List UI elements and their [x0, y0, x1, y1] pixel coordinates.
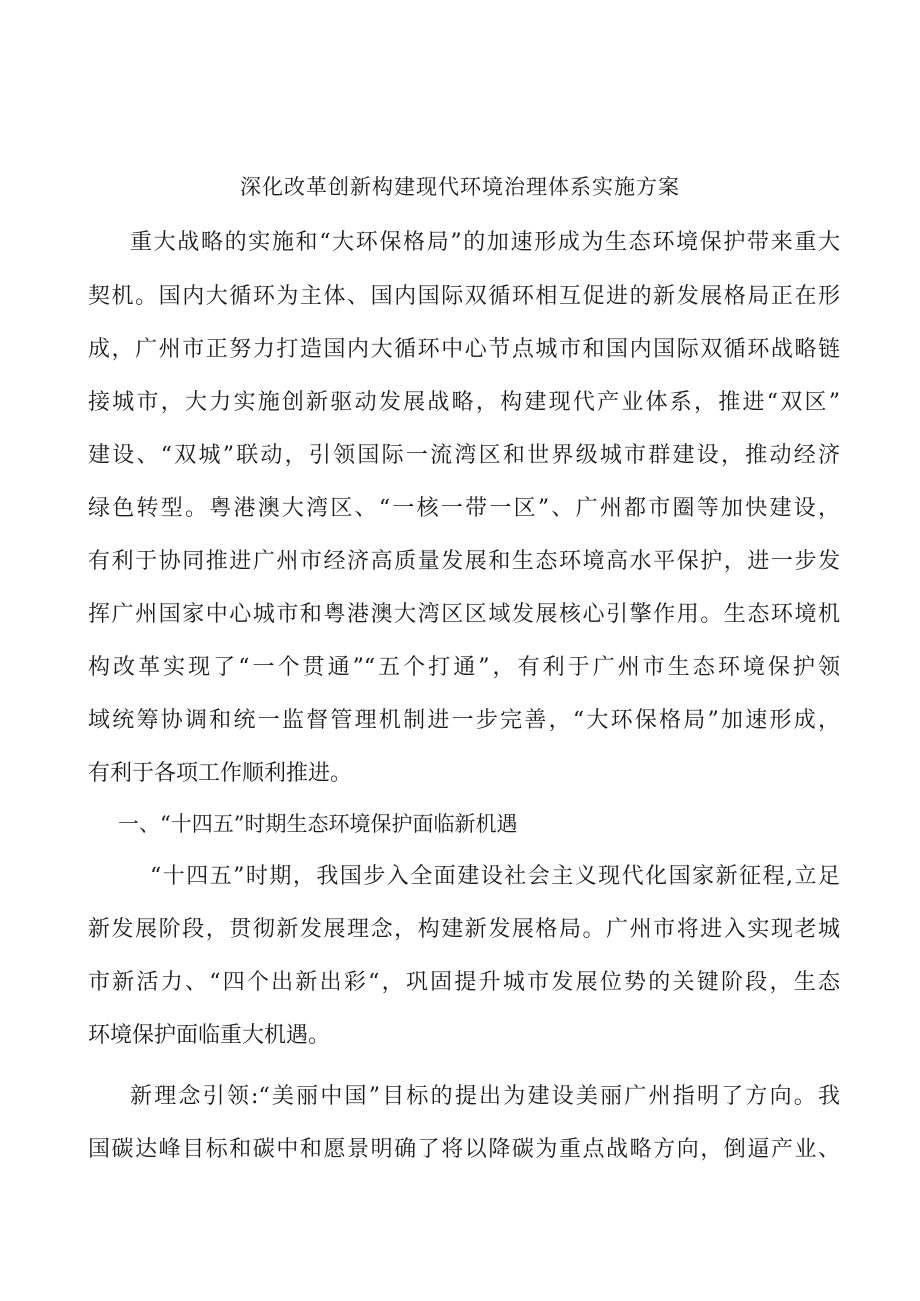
document-title: 深化改革创新构建现代环境治理体系实施方案: [240, 175, 680, 199]
paragraph-line: “十四五”时期，我国步入全面建设社会主义现代化国家新征程,立足: [150, 864, 840, 889]
paragraph-line: 域统筹协调和统一监督管理机制进一步完善，“大环保格局”加速形成，: [88, 708, 840, 733]
paragraph-line: 环境保护面临重大机遇。: [88, 1023, 331, 1048]
paragraph-line: 重大战略的实施和“大环保格局”的加速形成为生态环境保护带来重大: [130, 230, 840, 255]
section-heading: 一、“十四五”时期生态环境保护面临新机遇: [118, 812, 518, 836]
paragraph-line: 构改革实现了“一个贯通”“五个打通”，有利于广州市生态环境保护领: [88, 655, 840, 680]
paragraph-line: 绿色转型。粤港澳大湾区、“一核一带一区”、广州都市圈等加快建设，: [88, 496, 840, 521]
paragraph-line: 有利于协同推进广州市经济高质量发展和生态环境高水平保护，进一步发: [88, 549, 840, 574]
paragraph-line: 市新活力、“四个出新出彩“，巩固提升城市发展位势的关键阶段，生态: [88, 970, 840, 995]
paragraph-line: 新理念引领:“美丽中国”目标的提出为建设美丽广州指明了方向。我: [130, 1084, 840, 1109]
paragraph-line: 接城市，大力实施创新驱动发展战略，构建现代产业体系，推进“双区”: [88, 390, 840, 415]
paragraph-line: 建设、“双城”联动，引领国际一流湾区和世界级城市群建设，推动经济: [88, 443, 840, 468]
paragraph-line: 新发展阶段，贯彻新发展理念，构建新发展格局。广州市将进入实现老城: [88, 917, 840, 942]
paragraph-line: 契机。国内大循环为主体、国内国际双循环相互促进的新发展格局正在形: [88, 284, 840, 309]
paragraph-line: 挥广州国家中心城市和粤港澳大湾区区域发展核心引擎作用。生态环境机: [88, 602, 840, 627]
paragraph-line: 国碳达峰目标和碳中和愿景明确了将以降碳为重点战略方向，倒逼产业、: [88, 1137, 840, 1162]
paragraph-line: 有利于各项工作顺利推进。: [88, 761, 353, 786]
paragraph-line: 成，广州市正努力打造国内大循环中心节点城市和国内国际双循环战略链: [88, 337, 840, 362]
